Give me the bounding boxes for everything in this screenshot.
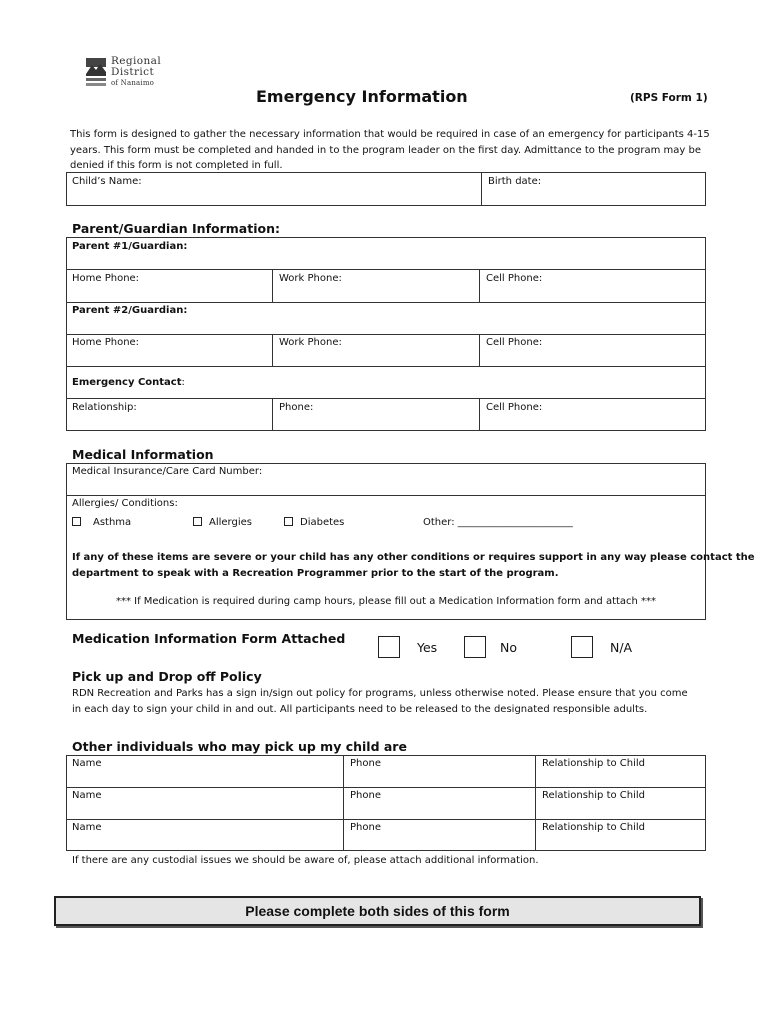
pickup-person-2-relationship[interactable]: Relationship to Child <box>542 790 646 801</box>
parent1-name-field[interactable]: Parent #1/Guardian: <box>72 241 188 252</box>
checkbox-icon <box>193 517 202 526</box>
col-line <box>479 269 480 302</box>
allergies-checkbox[interactable] <box>193 517 252 528</box>
col-line <box>343 755 344 851</box>
pickup-person-3-relationship[interactable]: Relationship to Child <box>542 822 646 833</box>
parent2-work-phone-field[interactable]: Work Phone: <box>279 337 342 348</box>
row-line <box>66 302 706 303</box>
allergies-label: Allergies/ Conditions: <box>72 498 178 509</box>
col-line <box>479 334 480 366</box>
logo-line-1: Regional <box>111 55 162 67</box>
pickup-policy-line-2: in each day to sign your child in and out. All participants need to be released to the designated responsible adults. <box>72 704 648 715</box>
yes-label: Yes <box>417 640 438 655</box>
birth-date-field[interactable]: Birth date: <box>488 176 542 187</box>
allergies-option-label: Allergies <box>209 517 252 528</box>
emergency-contact-field[interactable] <box>72 370 185 389</box>
pickup-person-1-relationship[interactable]: Relationship to Child <box>542 758 646 769</box>
col-line <box>479 398 480 431</box>
asthma-label: Asthma <box>93 517 132 528</box>
col-line <box>272 334 273 366</box>
custodial-note: If there are any custodial issues we should be aware of, please attach additional information. <box>72 855 539 866</box>
col-line <box>272 269 273 302</box>
complete-both-sides-banner: Please complete both sides of this form <box>54 896 701 926</box>
col-line <box>272 398 273 431</box>
mountain-icon <box>84 56 108 92</box>
care-card-field[interactable]: Medical Insurance/Care Card Number: <box>72 466 263 477</box>
diabetes-label: Diabetes <box>300 517 345 528</box>
row-line <box>66 787 706 788</box>
medical-heading: Medical Information <box>72 447 214 462</box>
parent-guardian-heading: Parent/Guardian Information: <box>72 221 280 236</box>
pickup-person-1-name[interactable]: Name <box>72 758 102 769</box>
child-info-box <box>66 172 706 206</box>
parent2-name-field[interactable]: Parent #2/Guardian: <box>72 305 188 316</box>
form-number: (RPS Form 1) <box>630 92 708 104</box>
emergency-relationship-field[interactable]: Relationship: <box>72 402 137 413</box>
pickup-policy-line-1: RDN Recreation and Parks has a sign in/sign out policy for programs, unless otherwise noted. Please ensure that you come <box>72 688 688 699</box>
no-label: No <box>500 640 517 655</box>
emergency-cell-phone-field[interactable]: Cell Phone: <box>486 402 543 413</box>
parent2-home-phone-field[interactable]: Home Phone: <box>72 337 140 348</box>
child-name-field[interactable]: Child’s Name: <box>72 176 142 187</box>
other-condition-field[interactable]: Other: _______________________ <box>423 517 573 528</box>
logo-line-2: District <box>111 66 155 78</box>
other-individuals-heading: Other individuals who may pick up my child are <box>72 739 407 754</box>
medication-form-label: Medication Information Form Attached <box>72 631 346 646</box>
row-line <box>66 269 706 270</box>
pickup-person-3-name[interactable]: Name <box>72 822 102 833</box>
pickup-person-2-name[interactable]: Name <box>72 790 102 801</box>
yes-checkbox[interactable] <box>378 636 400 658</box>
na-checkbox[interactable] <box>571 636 593 658</box>
medication-note: *** If Medication is required during camp hours, please fill out a Medication Information form and attach *** <box>115 596 657 607</box>
checkbox-icon <box>284 517 293 526</box>
page-title: Emergency Information <box>256 87 468 106</box>
parent2-cell-phone-field[interactable]: Cell Phone: <box>486 337 543 348</box>
row-line <box>66 398 706 399</box>
parent1-work-phone-field[interactable]: Work Phone: <box>279 273 342 284</box>
other-individuals-table <box>66 755 706 851</box>
emergency-contact-colon: : <box>181 377 185 388</box>
row-line <box>66 495 706 496</box>
pickup-person-3-phone[interactable]: Phone <box>350 822 381 833</box>
divider <box>481 172 482 206</box>
pickup-person-1-phone[interactable]: Phone <box>350 758 381 769</box>
medical-warning-line-1: If any of these items are severe or your child has any other conditions or requires support in any way please contact the <box>72 552 755 563</box>
checkbox-icon <box>72 517 81 526</box>
row-line <box>66 819 706 820</box>
emergency-contact-label: Emergency Contact <box>72 377 182 388</box>
diabetes-checkbox[interactable] <box>284 517 344 528</box>
parent1-cell-phone-field[interactable]: Cell Phone: <box>486 273 543 284</box>
row-line <box>66 366 706 367</box>
col-line <box>535 755 536 851</box>
medical-warning-line-2: department to speak with a Recreation Programmer prior to the start of the program. <box>72 568 559 579</box>
parent1-home-phone-field[interactable]: Home Phone: <box>72 273 140 284</box>
pickup-person-2-phone[interactable]: Phone <box>350 790 381 801</box>
na-label: N/A <box>610 640 633 655</box>
row-line <box>66 334 706 335</box>
rdn-logo <box>84 56 174 96</box>
logo-line-3: of Nanaimo <box>111 79 155 87</box>
intro-text: This form is designed to gather the necessary information that would be required in case of an emergency for participants 4-15 years. This form must be completed and handed in to the program leader on the first day. Admittance to the program may be denied if this form is not completed in full. <box>70 129 710 171</box>
emergency-phone-field[interactable]: Phone: <box>279 402 314 413</box>
pickup-policy-heading: Pick up and Drop off Policy <box>72 669 262 684</box>
asthma-checkbox[interactable] <box>72 517 131 528</box>
no-checkbox[interactable] <box>464 636 486 658</box>
